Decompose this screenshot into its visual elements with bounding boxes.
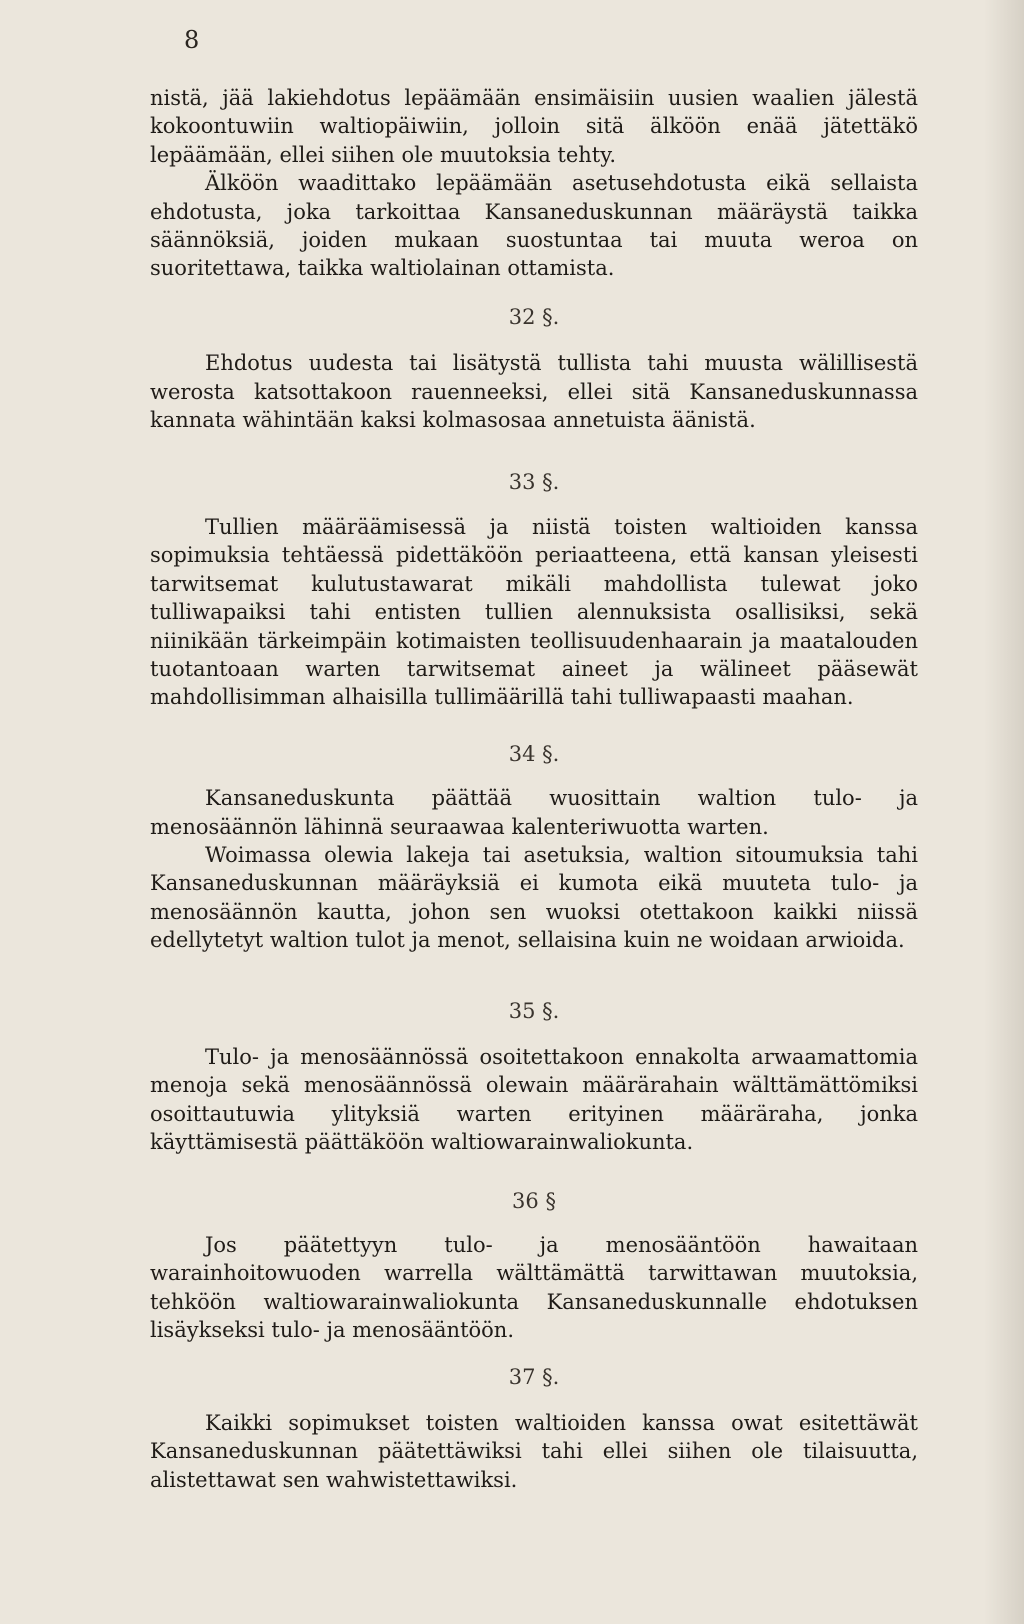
section-heading-35: 35 §. [508, 998, 560, 1023]
document-body [150, 84, 918, 1494]
section-heading-33: 33 §. [508, 470, 560, 495]
section-heading-36: 36 § [512, 1188, 556, 1213]
paragraph: Kaikki sopimukset toisten waltioiden kanssa owat esitettäwät Kansaneduskunnan päätettäwiksi tahi ellei siihen ole tilaisuutta, alistettawat sen wahwistettawiksi. [150, 1411, 918, 1492]
page-number: 8 [184, 26, 200, 54]
paragraph: Älköön waadittako lepäämään asetusehdotusta eikä sellaista ehdotusta, joka tarkoittaa Kansaneduskunnan määräystä taikka säännöksiä, joiden mukaan suostuntaa tai muuta weroa on suoritettawa, taikka waltiolainan ottamista. [150, 171, 918, 281]
paragraph: Ehdotus uudesta tai lisätystä tullista tahi muusta wälillisestä werosta katsottakoon rauenneeksi, ellei sitä Kansaneduskunnassa kannata wähintään kaksi kolmasosaa annetuista äänistä. [150, 351, 918, 433]
paragraph: Tullien määräämisessä ja niistä toisten waltioiden kanssa sopimuksia tehtäessä pidettäköön periaatteena, että kansan yleisesti tarwitsemat kulutustawarat mikäli mahdollista tulewat joko tulliwapaiksi tahi entisten tullien alennuksista osallisiksi, sekä niinikään tärkeimpäin kotimaisten teollisuudenhaarain ja maatalouden tuotantoaan warten tarwitsemat aineet ja wälineet pääsewät mahdollisimman alhaisilla tullimäärillä tahi tulliwapaasti maahan. [150, 514, 918, 710]
paragraph-continuation: nistä, jää lakiehdotus lepäämään ensimäisiin uusien waalien jälestä kokoontuwiin waltiopäiwiin, jolloin sitä älköön enää jätettäkö lepäämään, ellei siihen ole muutoksia tehty. [150, 86, 918, 167]
paragraph: Kansaneduskunta päättää wuosittain waltion tulo- ja menosäännön lähinnä seuraawaa kalenteriwuotta warten. [150, 786, 918, 839]
paragraph: Jos päätettyyn tulo- ja menosääntöön hawaitaan warainhoitowuoden warrella wälttämättä tarwittawan muutoksia, tehköön waltiowarainwaliokunta Kansaneduskunnalle ehdotuksen lisäykseksi tulo- ja menosääntöön. [150, 1233, 918, 1343]
paragraph: Tulo- ja menosäännössä osoitettakoon ennakolta arwaamattomia menoja sekä menosäännössä olewain määrärahain wälttämättömiksi osoittautuwia ylityksiä warten erityinen määräraha, jonka käyttämisestä päättäköön waltiowarainwaliokunta. [150, 1044, 918, 1155]
paragraph: Woimassa olewia lakeja tai asetuksia, waltion sitoumuksia tahi Kansaneduskunnan määräyksiä ei kumota eikä muuteta tulo- ja menosäännön kautta, johon sen wuoksi otettakoon kaikki niissä edellytetyt waltion tulot ja menot, sellaisina kuin ne woidaan arwioida. [150, 842, 918, 953]
section-heading-34: 34 §. [508, 741, 560, 766]
section-heading-32: 32 §. [508, 304, 560, 329]
section-heading-37: 37 §. [508, 1364, 560, 1389]
